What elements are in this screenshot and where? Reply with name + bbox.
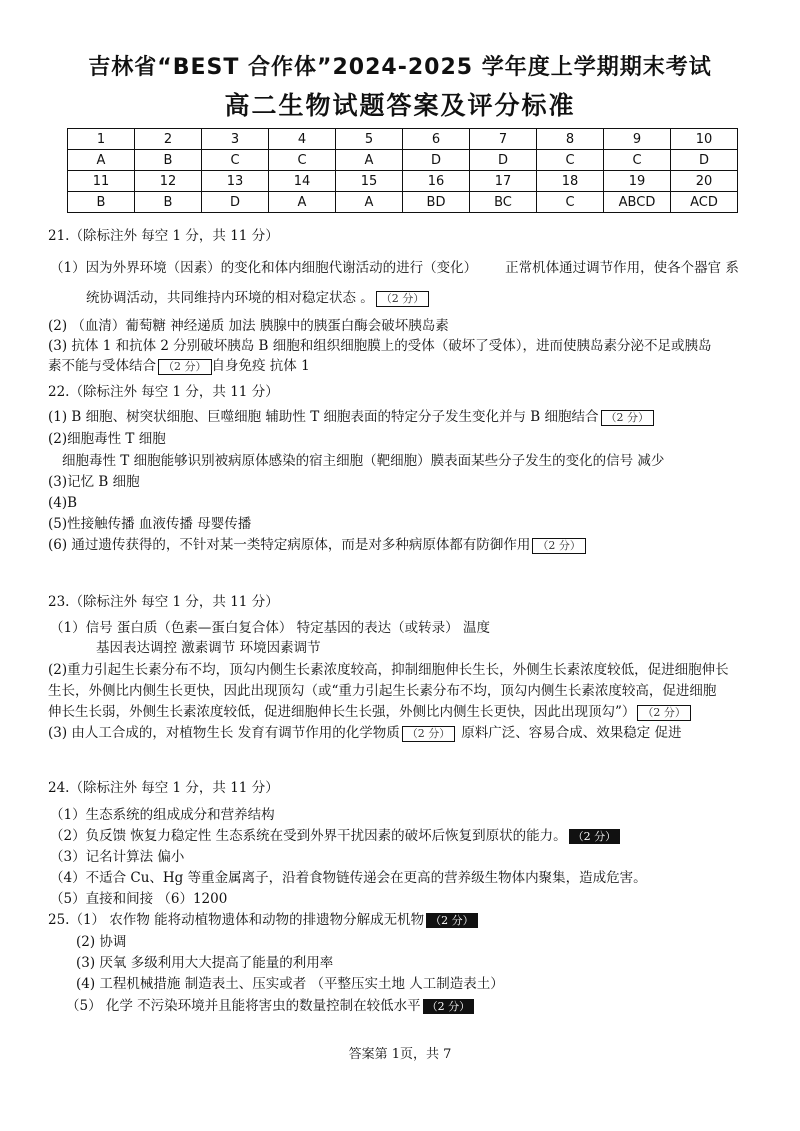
score-mark: （2 分） <box>426 913 478 928</box>
exam-title: 吉林省“BEST 合作体”2024-2025 学年度上学期期末考试 <box>88 55 712 80</box>
q25-answer-3: (3) 厌氧 多级利用大大提高了能量的利用率 <box>76 955 334 971</box>
question-number: 15 <box>336 171 403 192</box>
score-mark: （2 分） <box>423 999 475 1014</box>
answer-cell: C <box>202 150 269 171</box>
question-number: 4 <box>269 129 336 150</box>
question-number: 18 <box>537 171 604 192</box>
question-number: 19 <box>604 171 671 192</box>
exam-subtitle: 高二生物试题答案及评分标准 <box>224 91 576 120</box>
score-mark: （2 分） <box>637 705 691 721</box>
q25-answer-1 <box>48 910 478 930</box>
answer-cell: BC <box>470 192 537 213</box>
q22-answer-1 <box>48 407 654 427</box>
question-number: 11 <box>68 171 135 192</box>
answer-text: (1) B 细胞、树突状细胞、巨噬细胞 辅助性 T 细胞表面的特定分子发生变化并与 B 细胞结合 <box>48 409 599 425</box>
answer-cell: BD <box>403 192 470 213</box>
question-number: 8 <box>537 129 604 150</box>
q23-answer-3 <box>48 723 682 743</box>
q22-heading: 22.（除标注外 每空 1 分，共 11 分） <box>48 384 279 400</box>
score-mark: （2 分） <box>158 359 212 375</box>
q23-answer-1b: 基因表达调控 激素调节 环境因素调节 <box>96 640 321 656</box>
score-mark: （2 分） <box>569 829 621 844</box>
q21-answer-1b <box>86 288 429 308</box>
answer-text: （5） 化学 不污染环境并且能将害虫的数量控制在较低水平 <box>66 998 421 1014</box>
answer-cell: D <box>403 150 470 171</box>
q24-answer-1: （1）生态系统的组成成分和营养结构 <box>50 807 275 823</box>
q25-answer-2: (2) 协调 <box>76 934 127 950</box>
answer-cell: D <box>202 192 269 213</box>
answer-text: （2）负反馈 恢复力稳定性 生态系统在受到外界干扰因素的破坏后恢复到原状的能力。 <box>50 828 567 844</box>
answer-text: 统协调活动，共同维持内环境的相对稳定状态 。 <box>86 290 374 306</box>
table-row <box>68 150 738 171</box>
question-number: 13 <box>202 171 269 192</box>
question-number: 6 <box>403 129 470 150</box>
page-footer: 答案第 1页，共 7 <box>348 1047 452 1062</box>
question-number: 20 <box>671 171 738 192</box>
q22-answer-2: (2)细胞毒性 T 细胞 <box>48 431 166 447</box>
answer-cell: D <box>470 150 537 171</box>
answer-cell: A <box>336 150 403 171</box>
q23-answer-2c <box>48 702 691 722</box>
q22-answer-5: (5)性接触传播 血液传播 母婴传播 <box>48 516 252 532</box>
answer-text: (3) 由人工合成的，对植物生长 发育有调节作用的化学物质 <box>48 725 400 741</box>
question-number: 16 <box>403 171 470 192</box>
answer-cell: A <box>68 150 135 171</box>
question-number: 3 <box>202 129 269 150</box>
q21-answer-3b <box>48 356 310 376</box>
question-number: 14 <box>269 171 336 192</box>
q22-answer-2b: 细胞毒性 T 细胞能够识别被病原体感染的宿主细胞（靶细胞）膜表面某些分子发生的变化的信号 减少 <box>62 453 665 469</box>
answer-text: 伸长生长弱，外侧生长素浓度较低，促进细胞伸长生长强，外侧比内侧生长更快，因此出现顶勾”） <box>48 704 636 720</box>
answer-text: (6) 通过遗传获得的，不针对某一类特定病原体，而是对多种病原体都有防御作用 <box>48 537 531 553</box>
q23-answer-2b: 生长，外侧比内侧生长更快，因此出现顶勾（或“重力引起生长素分布不均，顶勾内侧生长素浓度较高，促进细胞 <box>48 683 717 699</box>
q22-answer-3: (3)记忆 B 细胞 <box>48 474 140 490</box>
q21-heading: 21.（除标注外 每空 1 分，共 11 分） <box>48 228 279 244</box>
answer-cell: ABCD <box>604 192 671 213</box>
answer-cell: A <box>269 192 336 213</box>
q25-answer-5 <box>66 996 474 1016</box>
answer-cell: C <box>269 150 336 171</box>
q22-answer-6 <box>48 535 586 555</box>
q24-heading: 24.（除标注外 每空 1 分，共 11 分） <box>48 780 279 796</box>
question-number: 12 <box>135 171 202 192</box>
score-mark: （2 分） <box>402 726 456 742</box>
q24-answer-3: （3）记名计算法 偏小 <box>50 849 185 865</box>
question-number: 7 <box>470 129 537 150</box>
answer-table <box>67 128 738 213</box>
answer-text: （1）因为外界环境（因素）的变化和体内细胞代谢活动的进行（变化） <box>50 260 478 276</box>
answer-cell: C <box>537 150 604 171</box>
answer-cell: B <box>135 150 202 171</box>
score-mark: （2 分） <box>601 410 655 426</box>
q21-answer-3a: (3) 抗体 1 和抗体 2 分别破坏胰岛 B 细胞和组织细胞膜上的受体（破坏了受体），进而使胰岛素分泌不足或胰岛 <box>48 338 712 354</box>
table-row <box>68 129 738 150</box>
answer-cell: B <box>135 192 202 213</box>
question-number: 9 <box>604 129 671 150</box>
q24-answer-2 <box>50 826 620 846</box>
answer-text: 25.（1） 农作物 能将动植物遗体和动物的排遗物分解成无机物 <box>48 912 425 928</box>
q23-answer-1: （1）信号 蛋白质（色素—蛋白复合体） 特定基因的表达（或转录） 温度 <box>50 620 490 636</box>
q25-answer-4: (4) 工程机械措施 制造表土、压实或者 （平整压实土地 人工制造表土） <box>76 976 504 992</box>
q23-answer-2a: (2)重力引起生长素分布不均，顶勾内侧生长素浓度较高，抑制细胞伸长生长，外侧生长素浓度较低，促进细胞伸长 <box>48 662 729 678</box>
q24-answer-4: （4）不适合 Cu、Hg 等重金属离子，沿着食物链传递会在更高的营养级生物体内聚集，造成危害。 <box>50 870 647 886</box>
question-number: 10 <box>671 129 738 150</box>
question-number: 17 <box>470 171 537 192</box>
table-row <box>68 192 738 213</box>
answer-text: 正常机体通过调节作用，使各个器官 系 <box>505 260 739 276</box>
answer-cell: C <box>604 150 671 171</box>
q21-answer-1a <box>50 258 739 278</box>
answer-text: 原料广泛、容易合成、效果稳定 促进 <box>461 725 682 741</box>
question-number: 1 <box>68 129 135 150</box>
q22-answer-4: (4)B <box>48 495 78 511</box>
answer-cell: C <box>537 192 604 213</box>
q23-heading: 23.（除标注外 每空 1 分，共 11 分） <box>48 594 279 610</box>
answer-cell: B <box>68 192 135 213</box>
answer-text: 自身免疫 抗体 1 <box>211 358 310 374</box>
answer-cell: D <box>671 150 738 171</box>
answer-text: 素不能与受体结合 <box>48 358 156 374</box>
score-mark: （2 分） <box>376 291 430 307</box>
table-row <box>68 171 738 192</box>
q21-answer-2: (2) （血清）葡萄糖 神经递质 加法 胰腺中的胰蛋白酶会破坏胰岛素 <box>48 318 449 334</box>
answer-cell: A <box>336 192 403 213</box>
score-mark: （2 分） <box>532 538 586 554</box>
answer-cell: ACD <box>671 192 738 213</box>
question-number: 2 <box>135 129 202 150</box>
question-number: 5 <box>336 129 403 150</box>
q24-answer-5: （5）直接和间接 （6）1200 <box>50 891 228 907</box>
